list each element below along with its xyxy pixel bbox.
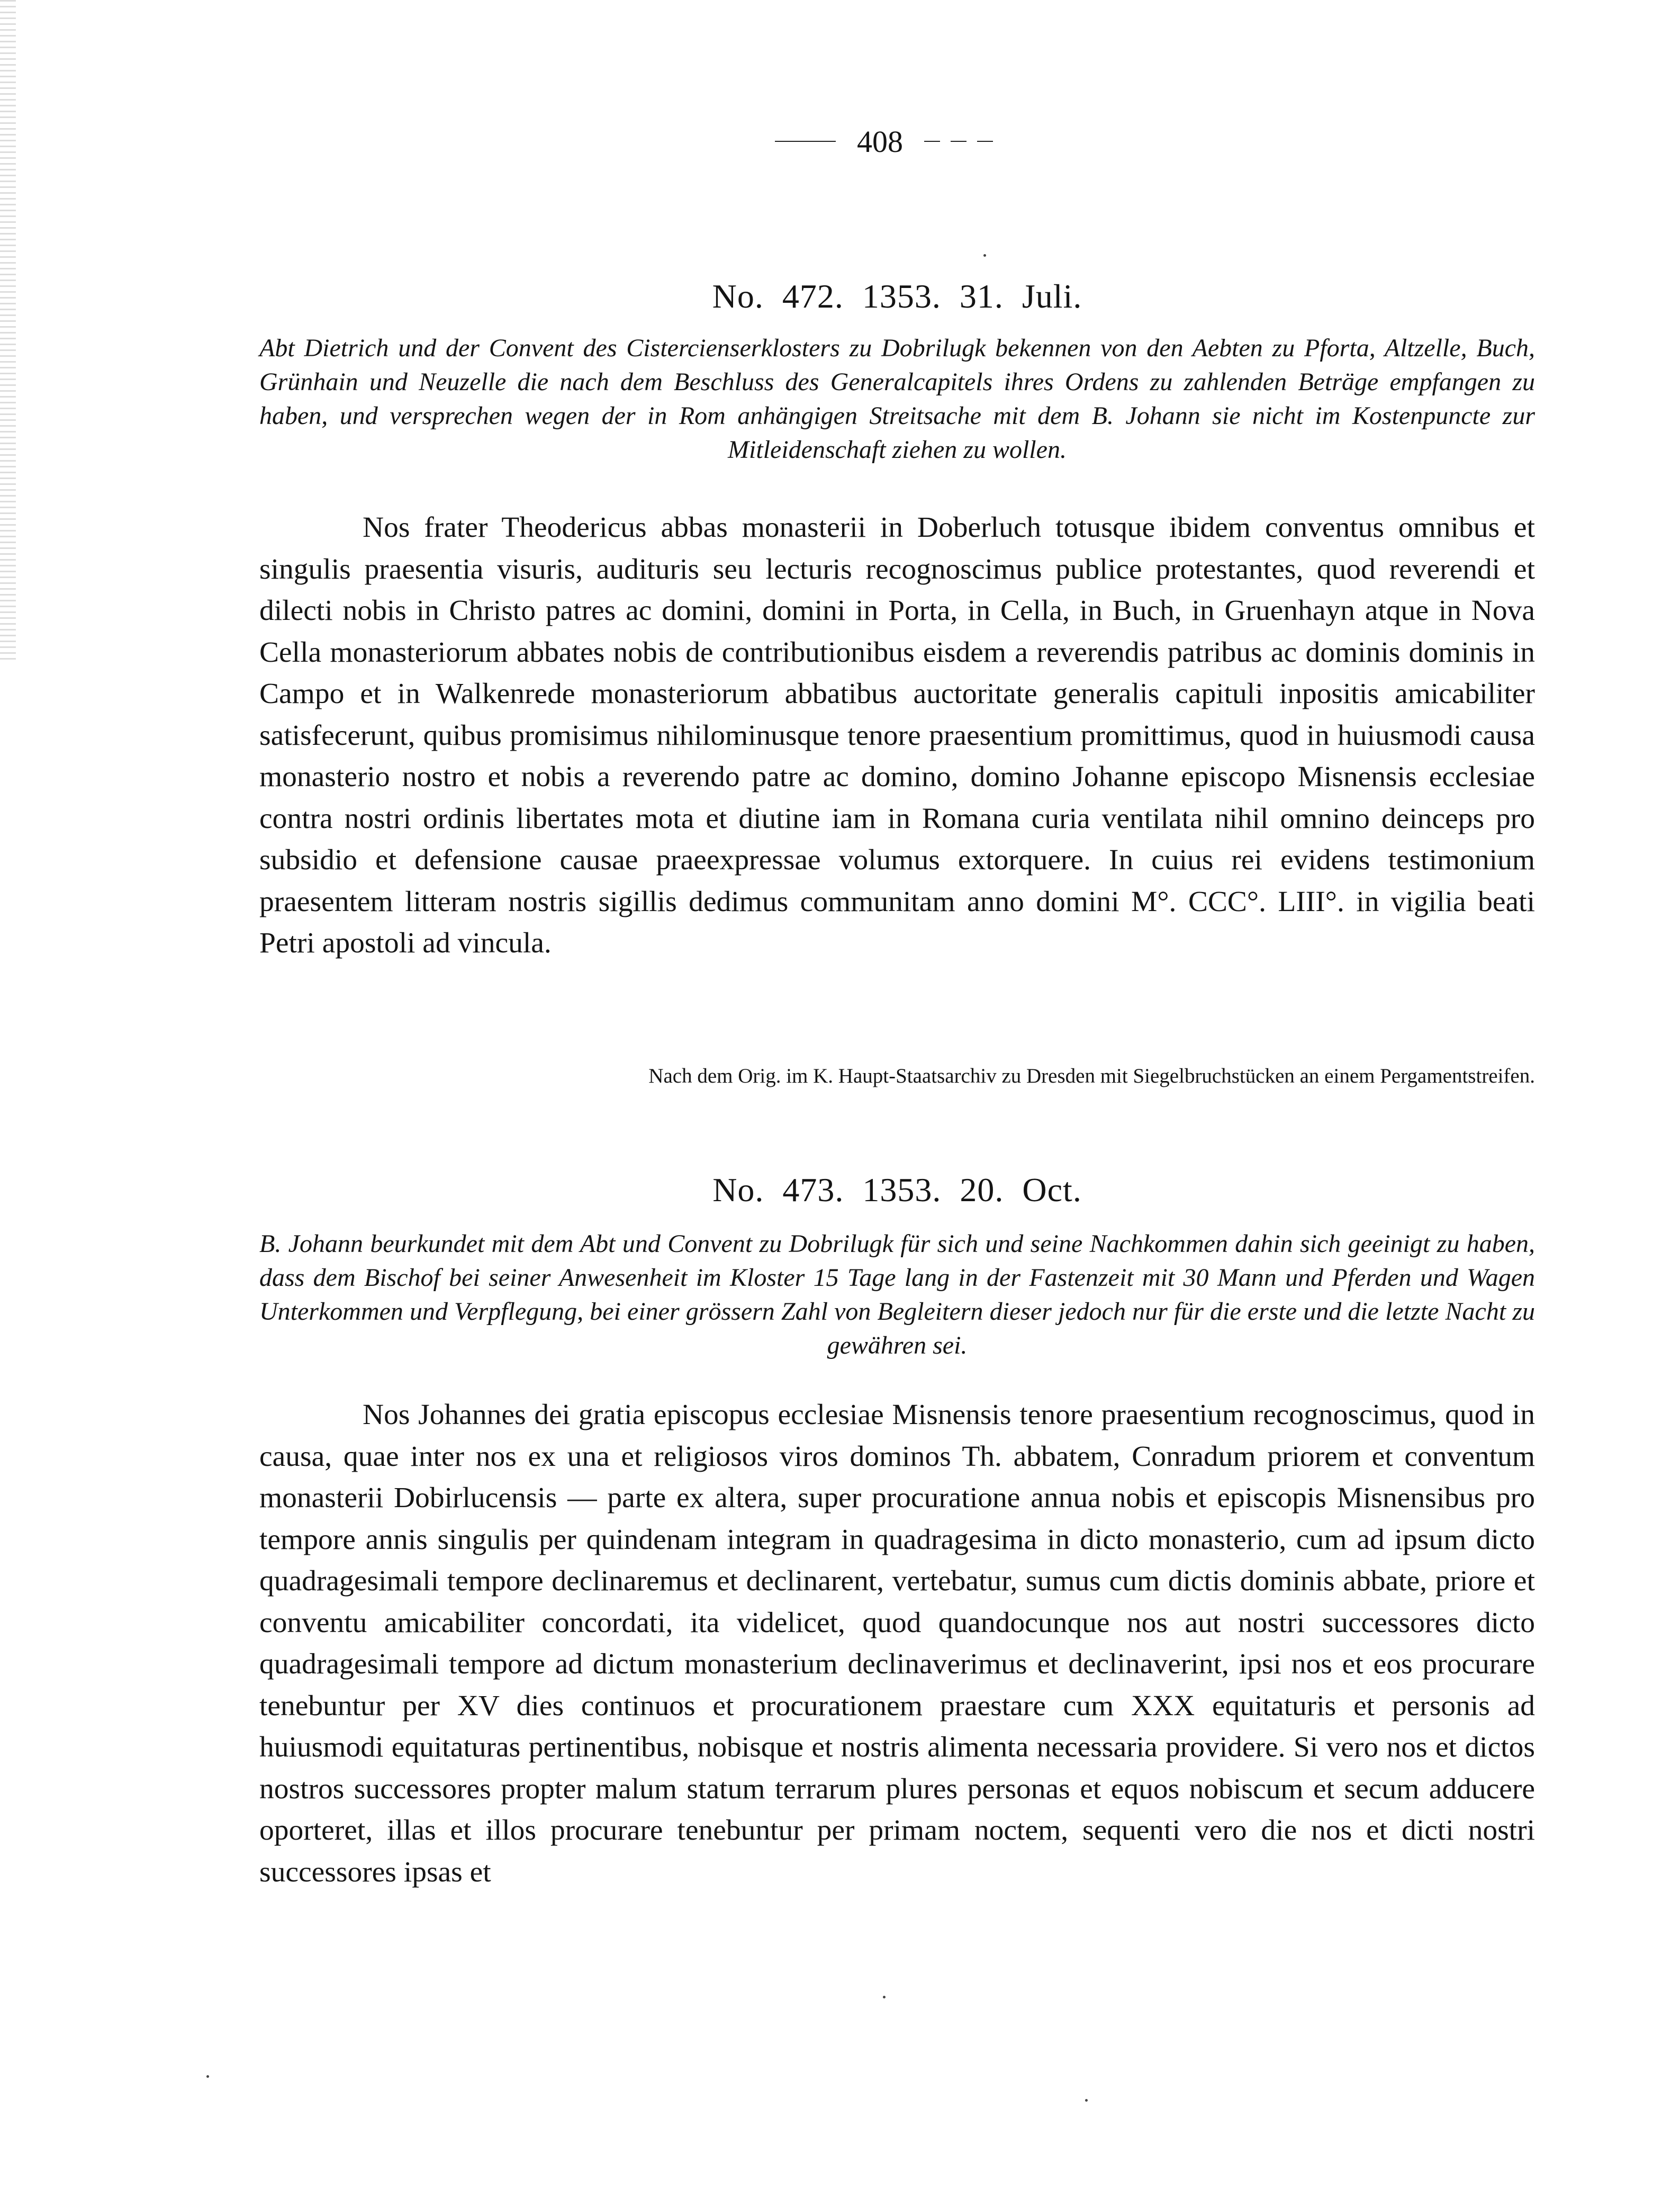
document-heading: No. 473. 1353. 20. Oct.: [712, 1171, 1082, 1209]
source-note: Nach dem Orig. im K. Haupt-Staatsarchiv zu Dresden mit Siegelbruchstücken an einem Pergamentstreifen.: [648, 1065, 1535, 1087]
document-regest: Abt Dietrich und der Convent des Cistercienserklosters zu Dobrilugk bekennen von den Aebten zu Pforta, Altzelle, Buch, Grünhain und Neuzelle die nach dem Beschluss des Generalcapitels ihres Ordens zu zahlenden Beträge empfangen zu haben, und versprechen wegen der in Rom anhängigen Streitsache mit dem B. Johann sie nicht im Kostenpuncte zur Mitleidenschaft ziehen zu wollen.: [259, 334, 1535, 464]
scan-speck: [883, 1996, 886, 1998]
header-rule-right: [924, 141, 993, 142]
document-text: Nos frater Theodericus abbas monasterii in Doberluch totusque ibidem conventus omnibus et singulis praesentia visuris, audituris seu lecturis recognoscimus publice protestantes, quod reverendi et dilecti nobis in Christo patres ac domini, domini in Porta, in Cella, in Buch, in Gruenhayn atque in Nova Cella monasteriorum abbates nobis de contributionibus eisdem a reverendis patribus ac dominis dominis in Campo et in Walkenrede monasteriorum abbatibus auctoritate generalis capituli inpositis amicabiliter satisfecerunt, quibus promisimus nihilominusque tenore praesentium promittimus, quod in huiusmodi causa monasterio nostro et nobis a reverendo patre ac domino, domino Johanne episcopo Misnensis ecclesiae contra nostri ordinis libertates mota et diutine iam in Romana curia ventilata nihil omnino deinceps pro subsidio et defensione causae praeexpressae volumus extorquere. In cuius rei evidens testimonium praesentem litteram nostris sigillis dedimus communitam anno domini M°. CCC°. LIII°. in vigilia beati Petri apostoli ad vincula.: [259, 511, 1535, 959]
scan-speck: [206, 2075, 209, 2078]
header-rule-left: [775, 141, 836, 142]
running-head: [736, 118, 1032, 165]
document-heading: No. 472. 1353. 31. Juli.: [712, 277, 1082, 315]
scan-speck: [983, 254, 986, 257]
scan-speck: [1085, 2099, 1088, 2102]
page-number: 408: [857, 124, 903, 159]
document-text: Nos Johannes dei gratia episcopus ecclesiae Misnensis tenore praesentium recognoscimus, quod in causa, quae inter nos ex una et religiosos viros dominos Th. abbatem, Conradum priorem et conventum monasterii Dobirlucensis — parte ex altera, super procuratione annua nobis et episcopis Misnensibus pro tempore annis singulis per quindenam integram in quadragesima in dicto monasterio, cum ad ipsum dicto quadragesimali tempore declinaremus et declinarent, vertebatur, sumus cum dictis dominis abbate, priore et conventu amicabiliter concordati, ita videlicet, quod quandocunque nos aut nostri successores dicto quadragesimali tempore ad dictum monasterium declinaverimus et declinaverint, ipsi nos et eos procurare tenebuntur per XV dies continuos et procurationem praestare cum XXX equitaturis et personis ad huiusmodi equitaturas pertinentibus, nobisque et nostris alimenta necessaria providere. Si vero nos et dictos nostros successores propter malum statum terrarum plures personas et equos nobiscum et secum adducere oporteret, illas et illos procurare tenebuntur per primam noctem, sequenti vero die nos et dicti nostri successores ipsas et: [259, 1399, 1535, 1888]
document-regest: B. Johann beurkundet mit dem Abt und Convent zu Dobrilugk für sich und seine Nachkommen dahin sich geeinigt zu haben, dass dem Bischof bei seiner Anwesenheit im Kloster 15 Tage lang in der Fastenzeit mit 30 Mann und Pferden und Wagen Unterkommen und Verpflegung, bei einer grössern Zahl von Begleitern dieser jedoch nur für die erste und die letzte Nacht zu gewähren sei.: [259, 1230, 1535, 1359]
scan-edge-noise: [0, 0, 16, 662]
